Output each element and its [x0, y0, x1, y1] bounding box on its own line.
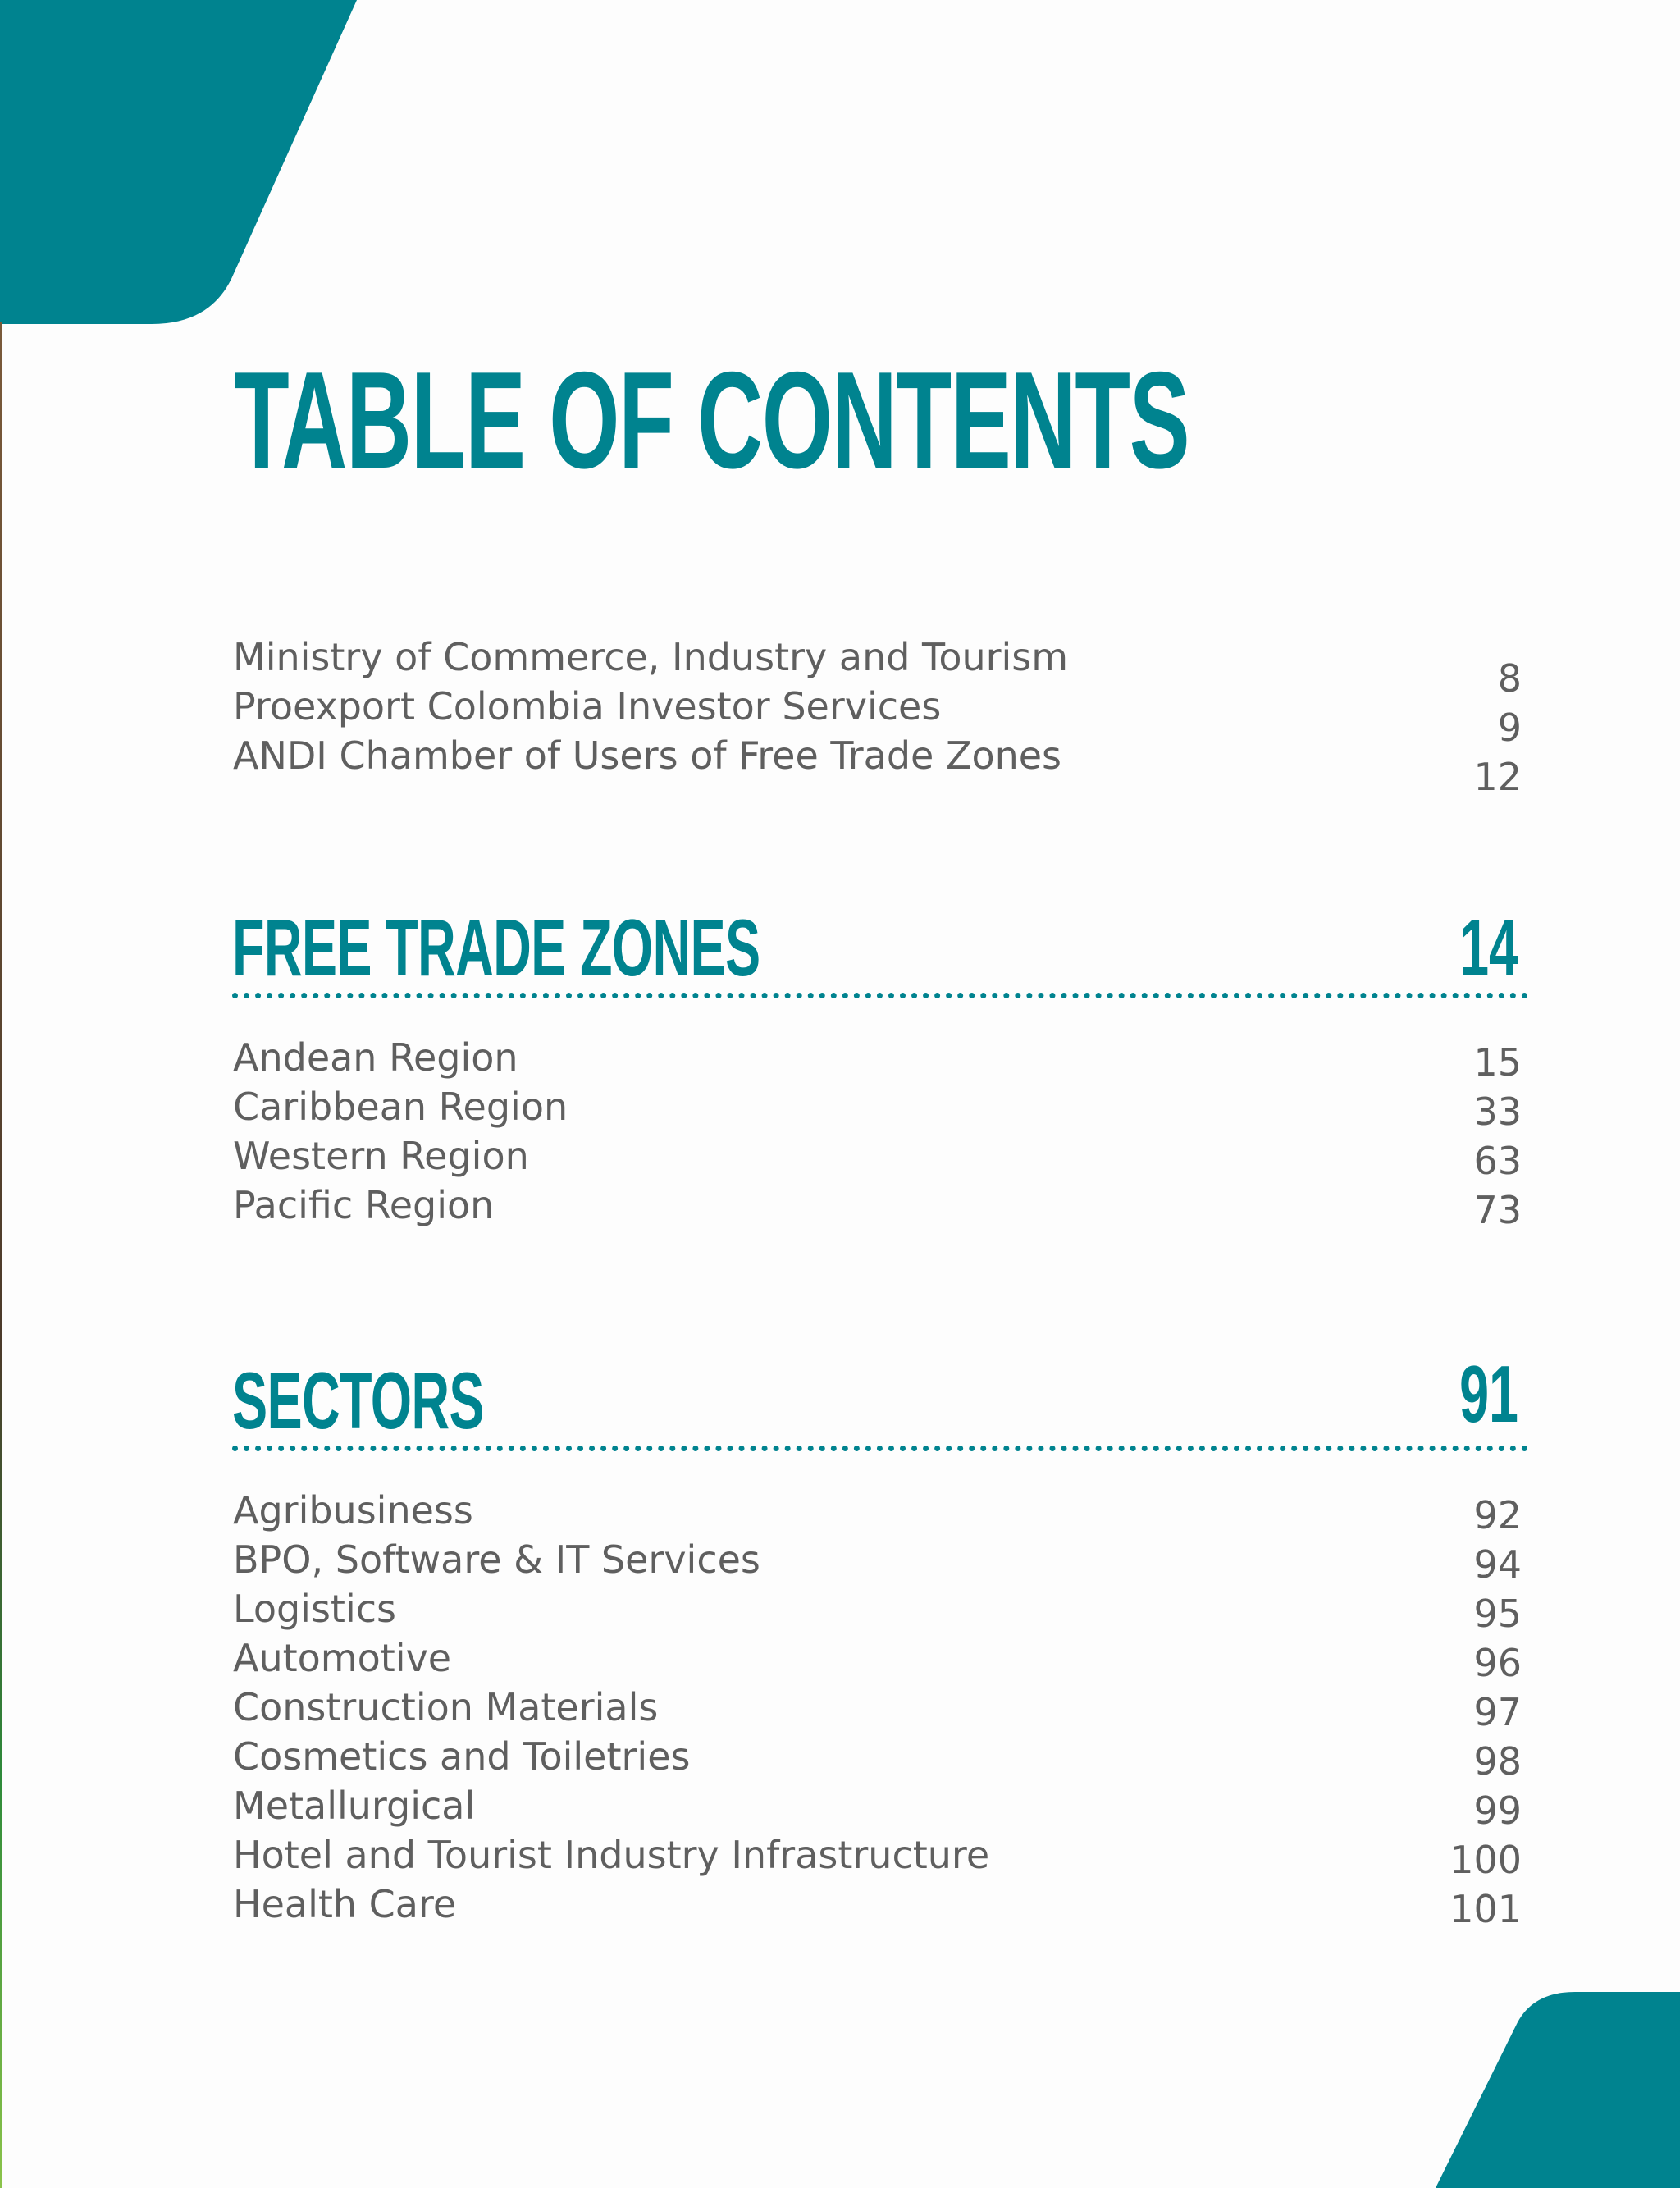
dotted-divider [232, 993, 1528, 998]
toc-entry-label[interactable]: Andean Region [233, 1035, 518, 1080]
toc-entry-page: 95 [1473, 1592, 1522, 1636]
toc-entry-page: 101 [1449, 1887, 1522, 1931]
left-edge-strip [0, 322, 2, 2188]
top-left-corner-shape [0, 0, 361, 328]
toc-entry-label[interactable]: Health Care [233, 1882, 457, 1926]
toc-entry-page: 100 [1449, 1838, 1522, 1882]
toc-entry-label[interactable]: Construction Materials [233, 1685, 659, 1729]
toc-entry-page: 96 [1473, 1641, 1522, 1685]
toc-entry-label[interactable]: Caribbean Region [233, 1085, 568, 1129]
section-page-number: 91 [1459, 1349, 1518, 1439]
toc-entry-page: 8 [1497, 656, 1522, 701]
dotted-divider [232, 1446, 1528, 1451]
toc-entry-page: 12 [1473, 755, 1522, 799]
toc-entry-page: 63 [1473, 1139, 1522, 1183]
toc-entry-label[interactable]: Proexport Colombia Investor Services [233, 684, 942, 729]
toc-entry-page: 73 [1473, 1188, 1522, 1232]
toc-entry-label[interactable]: Agribusiness [233, 1488, 473, 1533]
section-heading[interactable]: FREE TRADE ZONES [232, 902, 760, 993]
toc-entry-label[interactable]: Metallurgical [233, 1784, 476, 1828]
toc-entry-label[interactable]: ANDI Chamber of Users of Free Trade Zones [233, 733, 1062, 778]
toc-entry-label[interactable]: Hotel and Tourist Industry Infrastructure [233, 1833, 990, 1877]
toc-entry-page: 15 [1473, 1040, 1522, 1085]
toc-entry-page: 92 [1473, 1493, 1522, 1537]
toc-entry-label[interactable]: Western Region [233, 1134, 529, 1178]
toc-entry-label[interactable]: BPO, Software & IT Services [233, 1537, 760, 1582]
section-page-number: 14 [1459, 902, 1518, 993]
toc-entry-label[interactable]: Ministry of Commerce, Industry and Tourism [233, 635, 1069, 679]
bottom-right-corner-shape [1436, 1989, 1680, 2188]
section-heading[interactable]: SECTORS [232, 1355, 484, 1446]
toc-entry-label[interactable]: Automotive [233, 1636, 452, 1680]
toc-entry-label[interactable]: Cosmetics and Toiletries [233, 1734, 691, 1779]
toc-entry-page: 99 [1473, 1788, 1522, 1833]
toc-entry-page: 94 [1473, 1542, 1522, 1587]
toc-entry-label[interactable]: Pacific Region [233, 1183, 495, 1227]
toc-entry-page: 98 [1473, 1739, 1522, 1784]
toc-entry-page: 9 [1497, 706, 1522, 750]
toc-entry-page: 33 [1473, 1089, 1522, 1134]
toc-entry-page: 97 [1473, 1690, 1522, 1734]
page-title: TABLE OF CONTENTS [234, 343, 1189, 497]
toc-entry-label[interactable]: Logistics [233, 1587, 396, 1631]
